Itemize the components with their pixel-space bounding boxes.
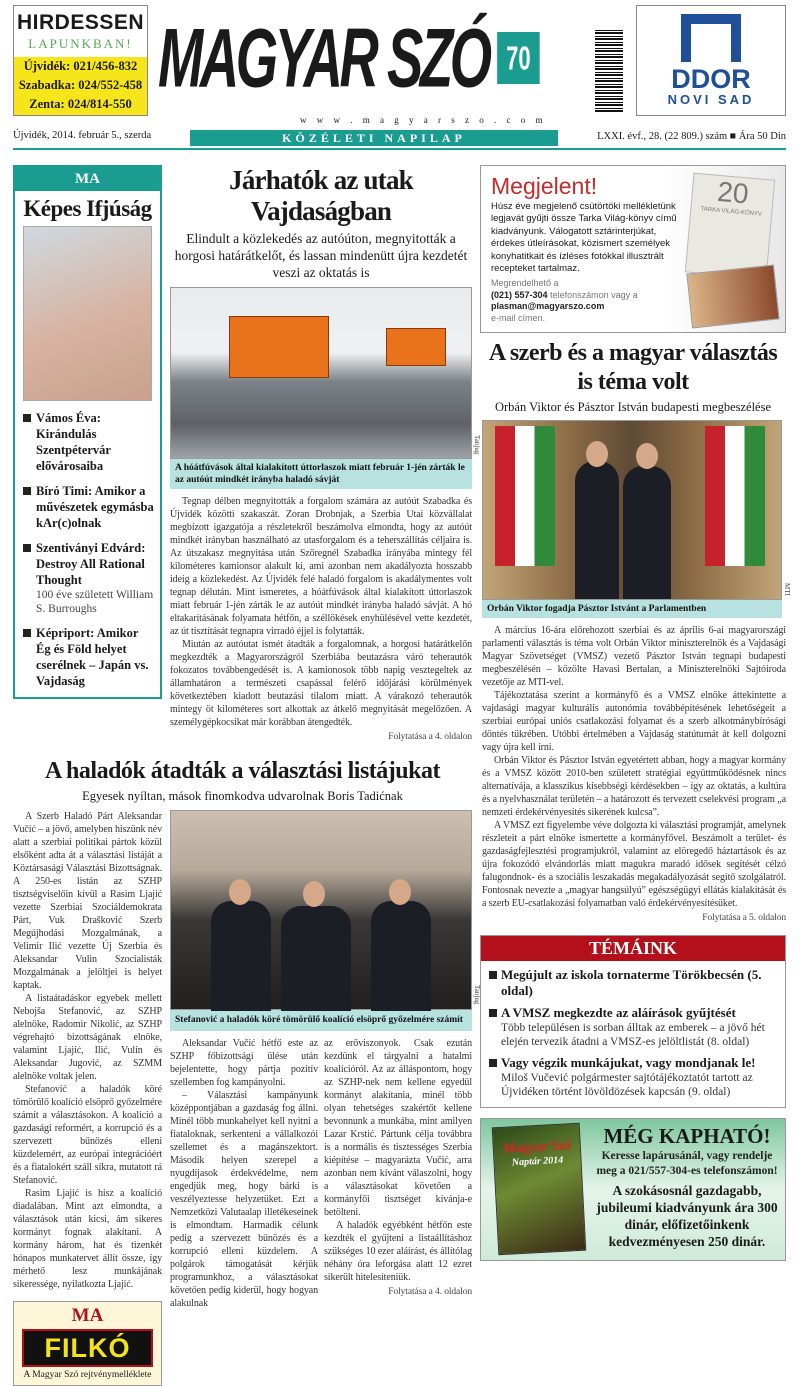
topics-box bbox=[480, 935, 786, 1108]
photo-credit: Tanjug bbox=[473, 434, 481, 455]
photo-caption: Stefanović a haladók köré tömörülő koalíció elsöprő győzelmére számít bbox=[170, 1010, 472, 1031]
list-item bbox=[23, 540, 154, 616]
paragraph: – Választási kampányunk középpontjában a gazdaság fog állni. Minél több munkahelyet kell nyitni a fiataloknak, serkenteni a vállalkozói szellemet és a magánszektort. Második helyen szerepel a nyugdíjasok érdekvédelme, nem engedjük meg, hogy bárki is veszélyeztesse helyzetüket. Ezt a Nemzetközi Valutaalap illetékeseinek is elmondtam. Harmadik célunk pedig a szervezett bűnözés és a korrupció elleni küzdelem. A polgárok támogatását kérjük programunkhoz, a választásokat követően pedig kiderül, hogy hogyan alakulnak bbox=[170, 1089, 318, 1309]
supplement-title: Képes Ifjúság bbox=[23, 196, 152, 221]
cake-photo bbox=[686, 265, 779, 329]
anniversary-badge: 70 bbox=[497, 32, 540, 84]
barcode bbox=[595, 30, 623, 112]
paragraph: A március 16-ára előrehozott szerbiai és az április 6-ai magyarországi parlamenti választás is téma volt Orbán Viktor miniszterelnök és a Vajdasági Magyar Szövetséget (VMSZ) vezető Pásztor István tegnapi budapesti megbeszélésén – közölte Havasi Bertalan, a Miniszterelnöki Sajtóiroda vezetője az MTI-vel. bbox=[482, 625, 786, 689]
headline-progressives: A haladók átadták a választási listájukat bbox=[45, 758, 440, 785]
topic-item[interactable]: Megújult az iskola tornaterme Törökbecsén (5. oldal) bbox=[489, 967, 779, 999]
sponsor-name: DDOR bbox=[671, 64, 751, 94]
paragraph: A Szerb Haladó Párt Aleksandar Vučić – a jövő, amelyben hiszünk név alatt a szerbiai politikai pártok közül elsőként adta át a választási listáját a Köztársasági Választási Bizottságnak. A 250-es listán az SZHP tisztségviselőin kívül a Rasim Ljajić vezette Szerbiai Szociáldemokrata Párt, Vuk Drašković Szerb Megújhodási Mozgalmának, a Velimir Ilić vezette Új Szerbia és Aleksandar Vulin Szocialisták Mozgalmának a jelöltjei is helyet kaptak. bbox=[13, 810, 162, 991]
ad-phone: Zenta: 024/814-550 bbox=[29, 97, 132, 111]
supplement-label: MA bbox=[15, 167, 160, 191]
paragraph: Tegnap délben megnyitották a forgalom számára az autóút Szabadka és Újvidék közötti szakaszát. Zoran Drobnjak, a Szerbia Utai közvállalat megbízott igazgatója a részletekről beszámolva elmondta, hogy az autóút mindkét irányban használható az utasforgalom és a teherszállítás céljaira is. Az útszakasz megnyitása után Szőregnél Szabadka irányába mintegy fél kilométeres kamionsor alakult ki, ami azonban nem akadályozta hosszabb ideig a közlekedést. Az Újvidék felé haladó forgalom is akadálymentes volt tegnap délután. Mint ismeretes, a hóátfúvások által kialakított úttorlaszok miatt február 1-jén zárták le az autóút mindkét irányba haladó sávját. A hó eltakarításának folyamata hétfőn, a széllökések enyhülésével vette kezdetét, az út tisztítását tegnapra virradó éjjel is folytatták. bbox=[170, 496, 472, 638]
headline-elections: A szerb és a magyar választás is téma volt bbox=[488, 340, 778, 396]
list-item: Vámos Éva: Kirándulás Szentpétervár elővárosaiba bbox=[23, 410, 154, 474]
header-rule bbox=[13, 148, 786, 150]
ad-price-info: A szokásosnál gazdagabb, jubileumi kiadványunk ára 300 dinár, előfizetőinkenk kedvezményesen 250 dinár. bbox=[596, 1183, 778, 1250]
ad-title: MÉG KAPHATÓ! bbox=[603, 1124, 771, 1149]
ad-subtitle: A Magyar Szó rejtvénymelléklete bbox=[23, 1369, 152, 1380]
orban-pasztor-photo bbox=[482, 420, 791, 600]
paragraph: Aleksandar Vučić hétfő este az SZHP főbizottsági ülése után bejelentette, hogy pártja pozitív szellemben fog kampányolni. bbox=[170, 1037, 318, 1088]
paragraph: az erőviszonyok. Csak ezután kezdünk el tárgyalni a hatalmi koalícióról. Az az álláspontom, hogy az SZHP-nek nem kellene egyedül kormányt alakítania, minél több olyan tehetséges szakértőt kellene bevonnunk a munkába, mint amilyen Lazar Krstić. Pártunk célja továbbra is a normális és tisztességes Szerbia kiépítése – magyarázta Vučić, arra azonban nem kívánt válaszolni, hogy a választásokat követően a kormányfői tisztséget kívánja-e betölteni. bbox=[324, 1037, 472, 1218]
calendar-ad bbox=[480, 1118, 786, 1261]
ad-contact bbox=[491, 278, 683, 324]
website: w w w . m a g y a r s z o . c o m bbox=[300, 115, 547, 125]
calendar-sub: Naptár 2014 bbox=[511, 1155, 564, 1169]
newspaper-logo: MAGYAR SZÓ bbox=[158, 11, 489, 105]
paragraph: A VMSZ ezt figyelembe véve dolgozta ki választási programját, amelynek részleteit a párt elnöke ismertette a kormányfővel. Beszámolt a terület- és gazdaságfejlesztési programjukról, valamint az elöregedő háztartások és az újra fokozódó elvándorlás miatt magukra maradó idősek segítését célzó falugondnok- és a szociális leszakadás megakadályozását segítő szolgálatról. Fontosnak nevezte a „magyar hangsúlyú” egészségügyi ellátás kialakítását és a szerb EU-csatlakozási folyamatban való érdekérvényesítésüket. bbox=[482, 820, 786, 910]
calendar-title: Magyar Szó bbox=[502, 1138, 572, 1158]
article-body bbox=[482, 624, 786, 925]
item-subtitle: 100 éve született William S. Burroughs bbox=[36, 589, 154, 615]
list-item: Képriport: Amikor Ég és Föld helyet cserélnek – Japán vs. Vajdaság bbox=[23, 625, 154, 689]
list-item: Bíró Timi: Amikor a művészetek egymásba kAr(c)olnak bbox=[23, 483, 154, 531]
article-body-col1 bbox=[13, 810, 162, 1291]
ad-body: Húsz éve megjelenő csütörtöki mellékletünk legjavát gyűjti össze Tarka Világ-könyv című kiadványunk. Válogatott sztárinterjúkat, érdekes útleírásokat, közismert személyek konyhatitkait és ízléses fotókkal illusztrált recepteket tartalmaz. bbox=[491, 201, 677, 275]
left-center-columns bbox=[13, 165, 481, 1386]
topic-item[interactable]: A VMSZ megkezdte az aláírások gyűjtését bbox=[489, 1005, 779, 1021]
photo-credit: MTI bbox=[783, 582, 791, 596]
sponsor-city: NOVI SAD bbox=[667, 92, 755, 107]
item-title: Szentiványi Edvárd: Destroy All Rational Thought bbox=[36, 541, 146, 587]
article-right-part bbox=[170, 810, 481, 1310]
sponsor-ddor-logo bbox=[636, 5, 786, 116]
ad-label: MA bbox=[71, 1304, 104, 1326]
book-cover-image bbox=[685, 173, 775, 280]
subhead-progressives: Egyesek nyíltan, mások finomkodva udvarolnak Boris Tadićnak bbox=[82, 788, 403, 803]
paragraph: A listaátadáskor egyebek mellett Nebojša Stefanović, az SZHP alelnöke, Radomir Nikolić, az SZHP végrehajtó bizottságának elnöke, valamint Ljajić, Ilić, Vulin és Aleksandar Jugović, az SZMM alelnöke voltak jelen. bbox=[13, 992, 162, 1082]
ad-order-info: Keresse lapárusánál, vagy rendelje meg a 021/557-304-es telefonszámon! bbox=[596, 1150, 778, 1177]
subhead-elections: Orbán Viktor és Pásztor István budapesti megbeszélése bbox=[494, 400, 772, 415]
topic-desc: Több településen is sorban álltak az emberek – a jövő hét elején tervezik átadni a VMSZ-es jelöltlistát (8. oldal) bbox=[501, 1022, 765, 1049]
text: e-mail címen. bbox=[491, 312, 546, 323]
ad-phone: Újvidék: 021/456-832 bbox=[23, 59, 138, 73]
book-number: 20 bbox=[716, 175, 750, 210]
tagline: KÖZÉLETI NAPILAP bbox=[190, 130, 558, 146]
article-body bbox=[170, 495, 472, 744]
continued-link[interactable]: Folytatása a 4. oldalon bbox=[388, 732, 472, 743]
book-title: TARKA VILÁG-KÖNYV bbox=[700, 206, 763, 218]
paragraph: Orbán Viktor és Pásztor István egyetértett abban, hogy a magyar kormány és a VMSZ között 2010-ben született stratégiai együttműködésnek nincs alternatívája, a klasszikus kisebbségi kérdésekben – így az oktatás, a kultúra és a nyelvhasználat területén – a határozott és tervezett cselekvési program „a nemzeti érdekérvényesítés sikerének kulcsa”. bbox=[482, 755, 786, 819]
supplement-cover-image bbox=[23, 226, 152, 401]
dateline: Újvidék, 2014. február 5., szerda bbox=[13, 130, 152, 141]
topic-item[interactable]: Vagy végzik munkájukat, vagy mondjanak le! bbox=[489, 1055, 779, 1071]
roads-article bbox=[170, 165, 481, 744]
article-left-column bbox=[13, 810, 162, 1386]
ddor-house-icon bbox=[681, 14, 741, 62]
paragraph: Stefanović a haladók köré tömörülő koalíció elsöprő győzelmére számít a választásokon. A koalíció a gazdasági reformért, a korrupció és a szervezett bűnözés elleni küzdelemért, az európai integrációért és a fiatalokért száll síkra, mutatott rá Stefanović. bbox=[13, 1083, 162, 1186]
paragraph: A haladók egyébként hétfőn este kezdték el gyűjteni a listaállításhoz szükséges 10 ezer aláírást, és állítólag néhány óra leforgása alatt 12 ezret sikerült hitelesíteniük. bbox=[324, 1219, 472, 1283]
snowplow-photo bbox=[170, 287, 481, 459]
ad-phones bbox=[14, 57, 147, 115]
topic-desc: Miloš Vučević polgármester sajtótájékoztatót tartott az Újvidéken történt lövöldözések kapcsán (9. oldal) bbox=[501, 1072, 753, 1099]
photo-caption: Orbán Viktor fogadja Pásztor Istvánt a Parlamentben bbox=[482, 600, 782, 618]
book-ad bbox=[480, 165, 786, 333]
photo-caption: A hóátfúvások által kialakított úttorlaszok miatt február 1-jén zárták le az autóút mindkét irányba haladó sávját bbox=[170, 459, 472, 489]
email-link[interactable]: plasman@magyarszo.com bbox=[491, 301, 605, 312]
paragraph: Rasim Ljajić is hisz a koalíció diadalában. Mint azt elmondta, a választások után kicsi, ám sikeres kormányt fognak alakítani. A kormány három, hat és tizenkét hónapos munkatervet állít össze, így mérhető lesz munkájának sikeressége, nyilatkozta Ljajić. bbox=[13, 1187, 162, 1290]
supplement-box bbox=[13, 165, 162, 699]
ad-phone: Szabadka: 024/552-458 bbox=[18, 78, 143, 92]
subhead-roads: Elindult a közlekedés az autóúton, megnyitották a horgosi határátkelőt, és lassan mindenütt újra kezdetét veszi az oktatás is bbox=[174, 231, 468, 281]
article-body-col3 bbox=[324, 1037, 472, 1310]
puzzle-supplement-ad bbox=[13, 1301, 162, 1386]
right-column bbox=[480, 165, 791, 1261]
paragraph: Miután az autóutat ismét átadták a forgalomnak, a horgosi határátkelőn megkezdték a Magyarországról Szerbiába beutazásra váró teherautók fokozatos továbbengedését is. A kamionosok több napig vesztegeltek az államhatáron a természeti csapással felérő időjárási körülmények következtében kiadott beutazási tilalom miatt. A várakozó teherautók mintegy öt kilométeres sort alkottak az átkelő megnyitását megelőzően. A személygépkocsikat már korábban átengedték. bbox=[170, 639, 472, 729]
filko-logo: FILKÓ bbox=[22, 1329, 153, 1367]
ad-title: HIRDESSEN bbox=[16, 11, 145, 34]
text: Megrendelhető a bbox=[491, 278, 559, 289]
photo-credit: Tanjug bbox=[473, 985, 481, 1005]
issue-info: LXXI. évf., 28. (22 809.) szám ■ Ára 50 Din bbox=[597, 131, 786, 142]
masthead bbox=[158, 6, 540, 110]
paragraph: Tájékoztatása szerint a kormányfő és a VMSZ elnöke áttekintette a vajdasági magyar kulturális autonómia továbbépítésének lehetőségeit a szerbiai európai uniós csatlakozási folyamat és a szerb alkotmánybírósági döntés tükrében. Utóbbi értelmében a Vajdaság statútumát át kell dolgozni vagy újra kell írni. bbox=[482, 690, 786, 754]
continued-link[interactable]: Folytatása a 5. oldalon bbox=[702, 913, 786, 924]
ad-subtitle: LAPUNKBAN! bbox=[28, 36, 133, 51]
article-body-col2 bbox=[170, 1037, 318, 1310]
press-conference-photo bbox=[170, 810, 481, 1010]
advertise-box bbox=[13, 5, 148, 116]
phone: (021) 557-304 bbox=[491, 289, 548, 300]
continued-link[interactable]: Folytatása a 4. oldalon bbox=[388, 1286, 472, 1297]
ad-title: Megjelent! bbox=[491, 173, 598, 199]
calendar-cover-image bbox=[492, 1123, 587, 1255]
text: telefonszámon vagy a bbox=[550, 289, 638, 300]
topics-title: TÉMÁINK bbox=[481, 936, 785, 961]
headline-roads: Járhatók az utak Vajdaságban bbox=[229, 165, 413, 227]
